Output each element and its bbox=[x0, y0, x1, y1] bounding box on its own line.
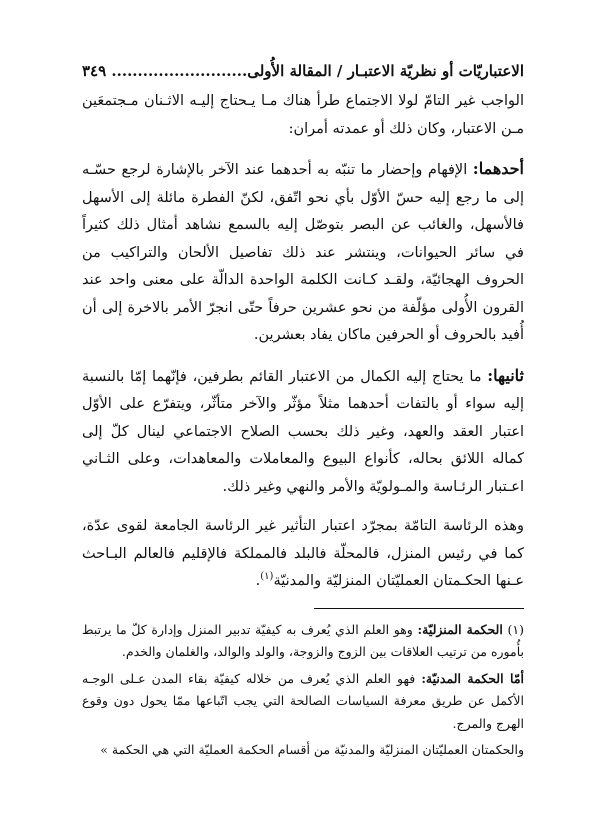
footnote-reference: (١) bbox=[260, 571, 274, 583]
paragraph-2 bbox=[82, 155, 524, 350]
paragraph-3-lead: ثانيها: bbox=[487, 365, 524, 385]
paragraph-4-text: وهذه الرئاسة التامّة بمجرّد اعتبار التأثير غير الرئاسة الجامعة لقوى عدّة، كما في رئيس المنزل، فالمحلّة فالبلد فالمملكة فالإقليم فالعالم البـاحث عـنها الحكـمتان العمليّتان المنزليّة والمدنيّة bbox=[82, 518, 524, 589]
footnote-1-number: (١) bbox=[507, 621, 524, 637]
footnote-2 bbox=[82, 668, 524, 736]
footnote-1 bbox=[82, 619, 524, 664]
running-header bbox=[82, 62, 524, 88]
paragraph-4 bbox=[82, 513, 524, 596]
paragraph-4-end: . bbox=[255, 573, 261, 589]
footnote-2-text: فهو العلم الذي يُعرف من خلاله كيفيّة بقاء المدن عـلى الوجـه الأكمل عن طريق معرفة السياسات الصالحة التي يجب اتّباعها ممّا يحول دون وقوع الهرج والمرج. bbox=[82, 670, 524, 731]
footnote-divider bbox=[314, 608, 524, 609]
running-title: الاعتباريّات أو نظريّة الاعتبـار / المقالة الأُولى bbox=[247, 62, 524, 80]
leader-dots: .......................... bbox=[111, 62, 248, 80]
paragraph-2-lead: أحدهما: bbox=[472, 159, 524, 178]
paragraph-3 bbox=[82, 362, 524, 502]
page-number-group bbox=[82, 62, 247, 80]
paragraph-1: الواجب غير التامّ لولا الاجتماع طرأ هناك مـا يـحتاج إليـه الاثـنان مـجتمعَين مـن الاعتبار، وكان ذلك أو عمدته أمران: bbox=[82, 93, 524, 137]
footnotes bbox=[82, 619, 524, 762]
footnote-1-text: وهو العلم الذي يُعرف به كيفيّة تدبير المنزل وإدارة كلّ ما يرتبط بأُموره من ترتيب العلاقات بين الزوج والزوجة، والولد والوالد، والغلمان والخدم. bbox=[82, 621, 524, 659]
footnote-1-lead: الحكمة المنزليّة: bbox=[417, 621, 503, 637]
paragraph-2-text: الإفهام وإحضار ما تنبّه به أحدهما عند الآخر بالإشارة لرجع حسّـه إلى ما رجع إليه حسّ الأوّل بأي نحو اتّفق، لكنّ الفطرة مائلة إلى الأسهل فالأسهل، والغائب عن البصر بتوصّل إليه بالسمع نشاهد أمثال ذلك كثيراً في سائر الحيوانات، وينتشر عند ذلك تفاصيل الألحان والتراكيب من الحروف الهجائيّة، ولقـد كـانت الكلمة الواحدة الدالّة على معنى واحد عند القرون الأُولى مؤلّفة من نحو عشرين حرفاً حتّى انجرّ الأمر بالاخرة إلى أن أُفيد بالحروف أو الحرفين ماكان يفاد بعشرين. bbox=[82, 162, 524, 343]
page-number: ٣٤٩ bbox=[82, 62, 107, 80]
paragraph-3-text: ما يحتاج إليه الكمال من الاعتبار القائم بطرفين، فإنّهما إمّا بالنسبة إليه سواء أو بالتفات أحدهما مثلاً مؤثّر والآخر متأثّر، ويتفرّع على الأوّل اعتبار العقد والعهد، وغير ذلك بحسب الصلاح الاجتماعي لينال كلّ إلى كماله اللائق بحاله، كأنواع البيوع والمعاملات والمعاهدات، وعلى الثـاني اعـتبار الرئـاسة والمـولويّة والأمر والنهي وغير ذلك. bbox=[82, 368, 524, 495]
footnote-3: والحكمتان العمليّتان المنزليّة والمدنيّة من أقسام الحكمة العمليّة التي هي الحكمة » bbox=[100, 742, 524, 757]
main-text bbox=[82, 88, 524, 596]
footnote-2-lead: أمّا الحكمة المدنيّة: bbox=[421, 670, 524, 686]
